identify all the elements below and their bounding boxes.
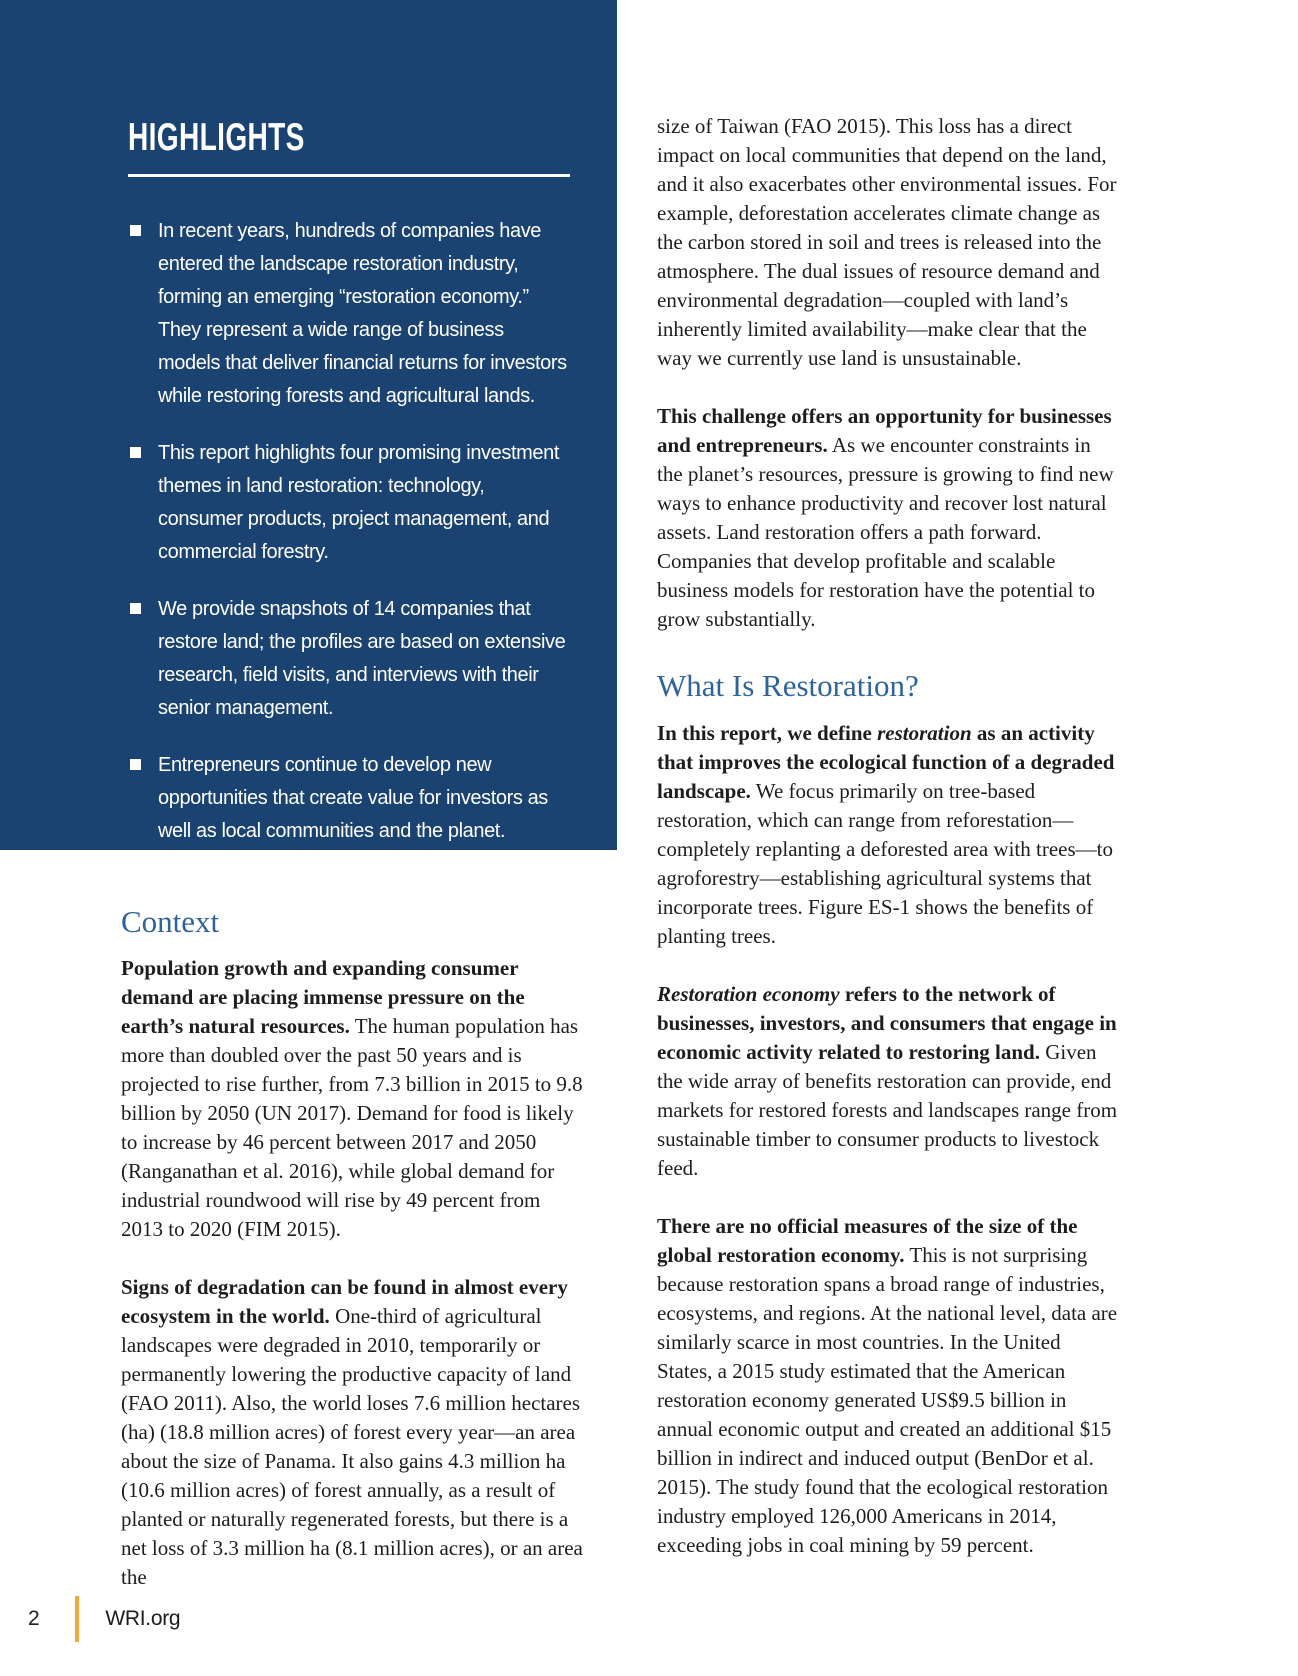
highlight-text: We provide snapshots of 14 companies that restore land; the profiles are based on extensive research, field visits, and interviews with their senior management. — [158, 598, 566, 719]
paragraph-lead-italic: restoration — [877, 721, 972, 745]
bullet-square-icon — [130, 603, 141, 614]
right-column — [657, 112, 1121, 1560]
paragraph-lead: as an activity that improves the ecological function of a degraded landscape. — [657, 721, 1115, 803]
paragraph-challenge — [657, 402, 1121, 634]
paragraph-lead: Population growth and expanding consumer demand are placing immense pressure on the earth’s natural resources. — [121, 956, 525, 1038]
highlight-bullet-item — [128, 215, 581, 413]
highlights-title-rule — [128, 174, 570, 177]
highlight-text: This report highlights four promising investment themes in land restoration: technology, consumer products, project management, and commercial forestry. — [158, 442, 559, 563]
paragraph-body: Given the wide array of benefits restoration can provide, end markets for restored forests and landscapes range from sustainable timber to consumer products to livestock feed. — [657, 1040, 1118, 1180]
highlights-box — [0, 0, 617, 850]
paragraph-lead: Signs of degradation can be found in almost every ecosystem in the world. — [121, 1275, 568, 1328]
paragraph-lead: In this report, we define — [657, 721, 878, 745]
section-heading-what-is-restoration: What Is Restoration? — [657, 668, 919, 703]
paragraph-taiwan-continuation — [657, 112, 1121, 373]
highlight-bullet-item — [128, 749, 581, 848]
paragraph-body: This is not surprising because restoration spans a broad range of industries, ecosystems, and regions. At the national level, data are similarly scarce in most countries. In the United States, a 2015 study estimated that the American restoration economy generated US$9.5 billion in annual economic output and created an additional $15 billion in indirect and induced output (BenDor et al. 2015). The study found that the ecological restoration industry employed 126,000 Americans in 2014, exceeding jobs in coal mining by 59 percent. — [657, 1243, 1118, 1557]
bullet-square-icon — [130, 447, 141, 458]
paragraph-lead: There are no official measures of the size of the global restoration economy. — [657, 1214, 1078, 1267]
paragraph-body: One-third of agricultural landscapes were degraded in 2010, temporarily or permanently lowering the productive capacity of land (FAO 2011). Also, the world loses 7.6 million hectares (ha) (18.8 million acres) of forest every year—an area about the size of Panama. It also gains 4.3 million ha (10.6 million acres) of forest annually, as a result of planted or naturally regenerated forests, but there is a net loss of 3.3 million ha (8.1 million acres), or an area the — [121, 1304, 583, 1589]
paragraph-restoration-economy — [657, 980, 1121, 1183]
paragraph-body: The human population has more than doubled over the past 50 years and is projected to rise further, from 7.3 billion in 2015 to 9.8 billion by 2050 (UN 2017). Demand for food is likely to increase by 46 percent between 2017 and 2050 (Ranganathan et al. 2016), while global demand for industrial roundwood will rise by 49 percent from 2013 to 2020 (FIM 2015). — [121, 1014, 583, 1241]
paragraph-population — [121, 954, 583, 1244]
page-footer — [28, 1596, 180, 1642]
bullet-square-icon — [130, 759, 141, 770]
paragraph-define-restoration — [657, 719, 1121, 951]
page-number: 2 — [28, 1607, 40, 1630]
bullet-square-icon — [130, 225, 141, 236]
paragraph-body: We focus primarily on tree-based restoration, which can range from reforestation—completely replanting a deforested area with trees—to agroforestry—establishing agricultural systems that incorporate trees. Figure ES-1 shows the benefits of planting trees. — [657, 779, 1113, 948]
paragraph-degradation — [121, 1273, 583, 1592]
highlights-title: HIGHLIGHTS — [128, 116, 305, 159]
paragraph-lead: This challenge offers an opportunity for businesses and entrepreneurs. — [657, 404, 1112, 457]
paragraph-lead: refers to the network of businesses, investors, and consumers that engage in economic activity related to restoring land. — [657, 982, 1117, 1064]
left-column — [121, 903, 583, 1592]
highlight-text: In recent years, hundreds of companies have entered the landscape restoration industry, forming an emerging “restoration economy.” They represent a wide range of business models that deliver financial returns for investors while restoring forests and agricultural lands. — [158, 220, 567, 407]
paragraph-no-official-measures — [657, 1212, 1121, 1560]
highlights-list — [128, 215, 581, 848]
section-heading-context: Context — [121, 904, 220, 939]
footer-divider — [75, 1596, 79, 1642]
highlight-text: Entrepreneurs continue to develop new opportunities that create value for investors as well as local communities and the planet. — [158, 754, 548, 842]
paragraph-body: size of Taiwan (FAO 2015). This loss has a direct impact on local communities that depend on the land, and it also exacerbates other environmental issues. For example, deforestation accelerates climate change as the carbon stored in soil and trees is released into the atmosphere. The dual issues of resource demand and environmental degradation—coupled with land’s inherently limited availability—make clear that the way we currently use land is unsustainable. — [657, 114, 1117, 370]
paragraph-lead-italic: Restoration economy — [657, 982, 840, 1006]
paragraph-body: As we encounter constraints in the planet’s resources, pressure is growing to find new ways to enhance productivity and recover lost natural assets. Land restoration offers a path forward. Companies that develop profitable and scalable business models for restoration have the potential to grow substantially. — [657, 433, 1114, 631]
highlight-bullet-item — [128, 437, 581, 569]
footer-site-label: WRI.org — [105, 1607, 181, 1630]
highlight-bullet-item — [128, 593, 581, 725]
